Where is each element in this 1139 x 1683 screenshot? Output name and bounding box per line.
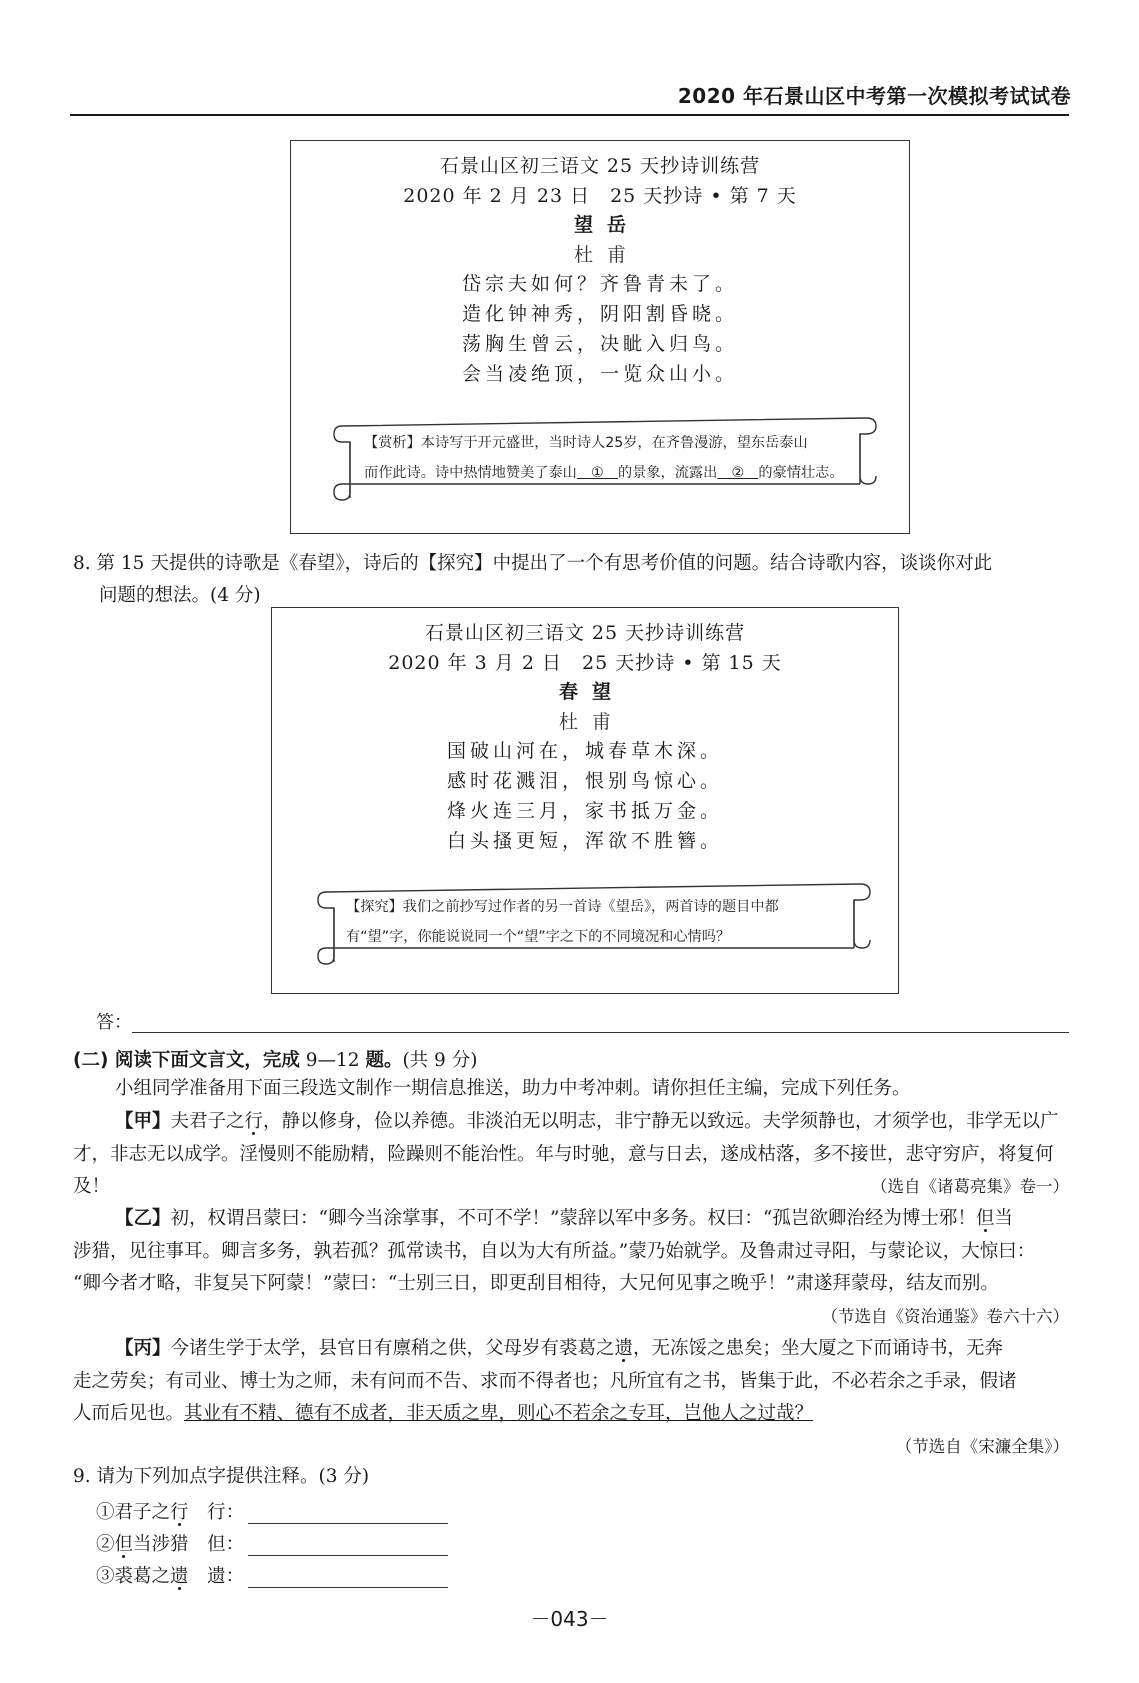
appreciation-text-c: 的豪情壮志。 [758, 465, 844, 481]
item-label: 遗： [207, 1566, 245, 1587]
page-number: －043－ [530, 1607, 609, 1631]
poem-line: 岱宗夫如何？齐鲁青未了。 [461, 273, 738, 295]
passage-bing-line1 [73, 1333, 1073, 1366]
item-text: 裘葛之 [114, 1566, 171, 1587]
annotation-item [96, 1530, 448, 1556]
question-9-heading: 9. 请为下列加点字提供注释。(3 分) [73, 1466, 370, 1487]
passage-jia-line2: 才，非志无以成学。淫慢则不能励精，险躁则不能治性。年与时驰，意与日去，遂成枯落，多不接世，悲守穷庐，将复何及！ [73, 1143, 1054, 1197]
poem-title: 望岳 [573, 214, 640, 236]
dotted-char: 行 [244, 1111, 264, 1132]
section-2-intro [73, 1073, 1073, 1106]
answer-line[interactable] [132, 1032, 1069, 1033]
camp-title: 石景山区初三语文 25 天抄诗训练营 [424, 622, 746, 644]
passage-yi [73, 1203, 1073, 1301]
passage-bing [73, 1333, 1073, 1431]
item-label: 行： [207, 1502, 245, 1523]
passage-tag: 【乙】 [115, 1208, 171, 1229]
passage-yi-line1 [73, 1203, 1073, 1236]
poem-author: 杜甫 [573, 244, 640, 266]
question-8-line1: 8. 第 15 天提供的诗歌是《春望》，诗后的【探究】中提出了一个有思考价值的问题。结合诗歌内容，谈谈你对此 [73, 553, 993, 574]
dotted-char: 但 [114, 1534, 134, 1555]
camp-title: 石景山区初三语文 25 天抄诗训练营 [439, 155, 761, 177]
passage-yi-line3: “卿今者才略，非复吴下阿蒙！”蒙曰：“士别三日，即更刮目相待，大兄何见事之晚乎！”肃遂拜蒙母，结友而别。 [73, 1273, 999, 1294]
passage-tag: 【甲】 [115, 1111, 171, 1132]
item-number: ② [96, 1534, 115, 1555]
source-citation: （选自《诸葛亮集》卷一） [871, 1177, 1069, 1196]
section-2-score: (共 9 分) [402, 1050, 478, 1071]
poem-title: 春望 [558, 681, 625, 703]
poem-author: 杜甫 [558, 711, 625, 733]
inquiry-scroll [314, 878, 874, 966]
passage-text: ，无冻馁之患矣；坐大厦之下而诵诗书，无奔 [633, 1338, 1004, 1359]
poem-line: 白头搔更短，浑欲不胜簪。 [446, 830, 723, 852]
inquiry-line1: 【探究】我们之前抄写过作者的另一首诗《望岳》，两首诗的题目中都 [346, 899, 779, 915]
section-2-heading-bold2: 题。 [365, 1050, 403, 1071]
question-8-line2: 问题的想法。(4 分) [99, 585, 261, 606]
item-number: ① [96, 1502, 115, 1523]
blank-2: ② [717, 465, 759, 481]
appreciation-scroll [330, 412, 880, 502]
passage-text: 人而后见也。 [73, 1403, 185, 1424]
dotted-char: 遗 [170, 1566, 189, 1587]
passage-jia-line1 [73, 1106, 1073, 1139]
answer-blank[interactable] [248, 1536, 448, 1556]
annotation-item [96, 1562, 448, 1588]
appreciation-text [364, 428, 844, 488]
poem-line: 会当凌绝顶，一览众山小。 [461, 363, 738, 385]
poem-line: 感时花溅泪，恨别鸟惊心。 [446, 770, 723, 792]
passage-bing-line3 [73, 1398, 1073, 1431]
poem-line: 烽火连三月，家书抵万金。 [446, 800, 723, 822]
intro-text: 小组同学准备用下面三段选文制作一期信息推送，助力中考冲刺。请你担任主编，完成下列任务。 [115, 1078, 911, 1099]
poem-line: 荡胸生曾云，决眦入归鸟。 [461, 333, 738, 355]
item-text: 当涉猎 [133, 1534, 189, 1555]
underlined-sentence: 其业有不精、德有不成者，非天质之卑，则心不若余之专耳，岂他人之过哉？ [184, 1403, 814, 1424]
poem-date: 2020 年 2 月 23 日 25 天抄诗 • 第 7 天 [403, 185, 797, 207]
passage-text: 夫君子之 [170, 1111, 245, 1132]
passage-yi-line2: 涉猎，见往事耳。卿言多务，孰若孤？孤常读书，自以为大有所益。”蒙乃始就学。及鲁肃过寻阳，与蒙论议，大惊曰： [73, 1240, 1036, 1262]
appreciation-text-b: 的景象，流露出 [617, 465, 718, 481]
source-citation: （节选自《宋濂全集》） [895, 1437, 1069, 1456]
item-label: 但： [207, 1534, 245, 1555]
passage-text: 初，权谓吕蒙曰：“卿今当涂掌事，不可不学！”蒙辞以军中多务。权曰：“孤岂欲卿治经为博士邪！ [170, 1208, 976, 1229]
answer-label: 答： [96, 1012, 132, 1033]
inquiry-text [346, 892, 779, 952]
appreciation-text-a: 而作此诗。诗中热情地赞美了泰山 [364, 465, 577, 481]
item-number: ③ [96, 1566, 115, 1587]
poem-line: 造化钟神秀，阴阳割昏晓。 [461, 303, 738, 325]
annotation-item [96, 1498, 448, 1524]
blank-1: ① [576, 465, 618, 481]
passage-tag: 【丙】 [115, 1338, 171, 1359]
dotted-char: 行 [170, 1502, 189, 1523]
passage-text: 今诸生学于太学，县官日有廪稍之供，父母岁有裘葛之 [170, 1338, 615, 1359]
poem-date: 2020 年 3 月 2 日 25 天抄诗 • 第 15 天 [388, 652, 782, 674]
source-citation: （节选自《资治通鉴》卷六十六） [821, 1307, 1069, 1326]
question-8 [73, 548, 1073, 612]
page-header-title: 2020 年石景山区中考第一次模拟考试试卷 [677, 84, 1071, 108]
passage-bing-line2: 走之劳矣；有司业、博士为之师，未有问而不告、求而不得者也；凡所宜有之书，皆集于此，不必若余之手录，假诸 [73, 1370, 1017, 1392]
header-rule [70, 114, 1069, 116]
appreciation-line2 [364, 458, 844, 488]
appreciation-line1: 【赏析】本诗写于开元盛世，当时诗人25岁，在齐鲁漫游，望东岳泰山 [364, 435, 808, 451]
section-2-range: 9—12 [299, 1050, 366, 1071]
dotted-char: 遗 [614, 1338, 634, 1359]
section-2-heading [73, 1046, 477, 1072]
passage-text: 当 [994, 1208, 1013, 1229]
dotted-char: 但 [975, 1208, 995, 1229]
passage-text: ，静以修身，俭以养德。非淡泊无以明志，非宁静无以致远。夫学须静也，才须学也，非学无以广 [263, 1111, 1059, 1132]
item-text: 君子之 [114, 1502, 171, 1523]
poem-line: 国破山河在，城春草木深。 [446, 740, 723, 762]
section-2-heading-bold: (二) 阅读下面文言文，完成 [73, 1050, 300, 1071]
inquiry-line2: 有“望”字，你能说说同一个“望”字之下的不同境况和心情吗？ [346, 929, 731, 945]
answer-blank[interactable] [248, 1568, 448, 1588]
answer-blank[interactable] [248, 1504, 448, 1524]
